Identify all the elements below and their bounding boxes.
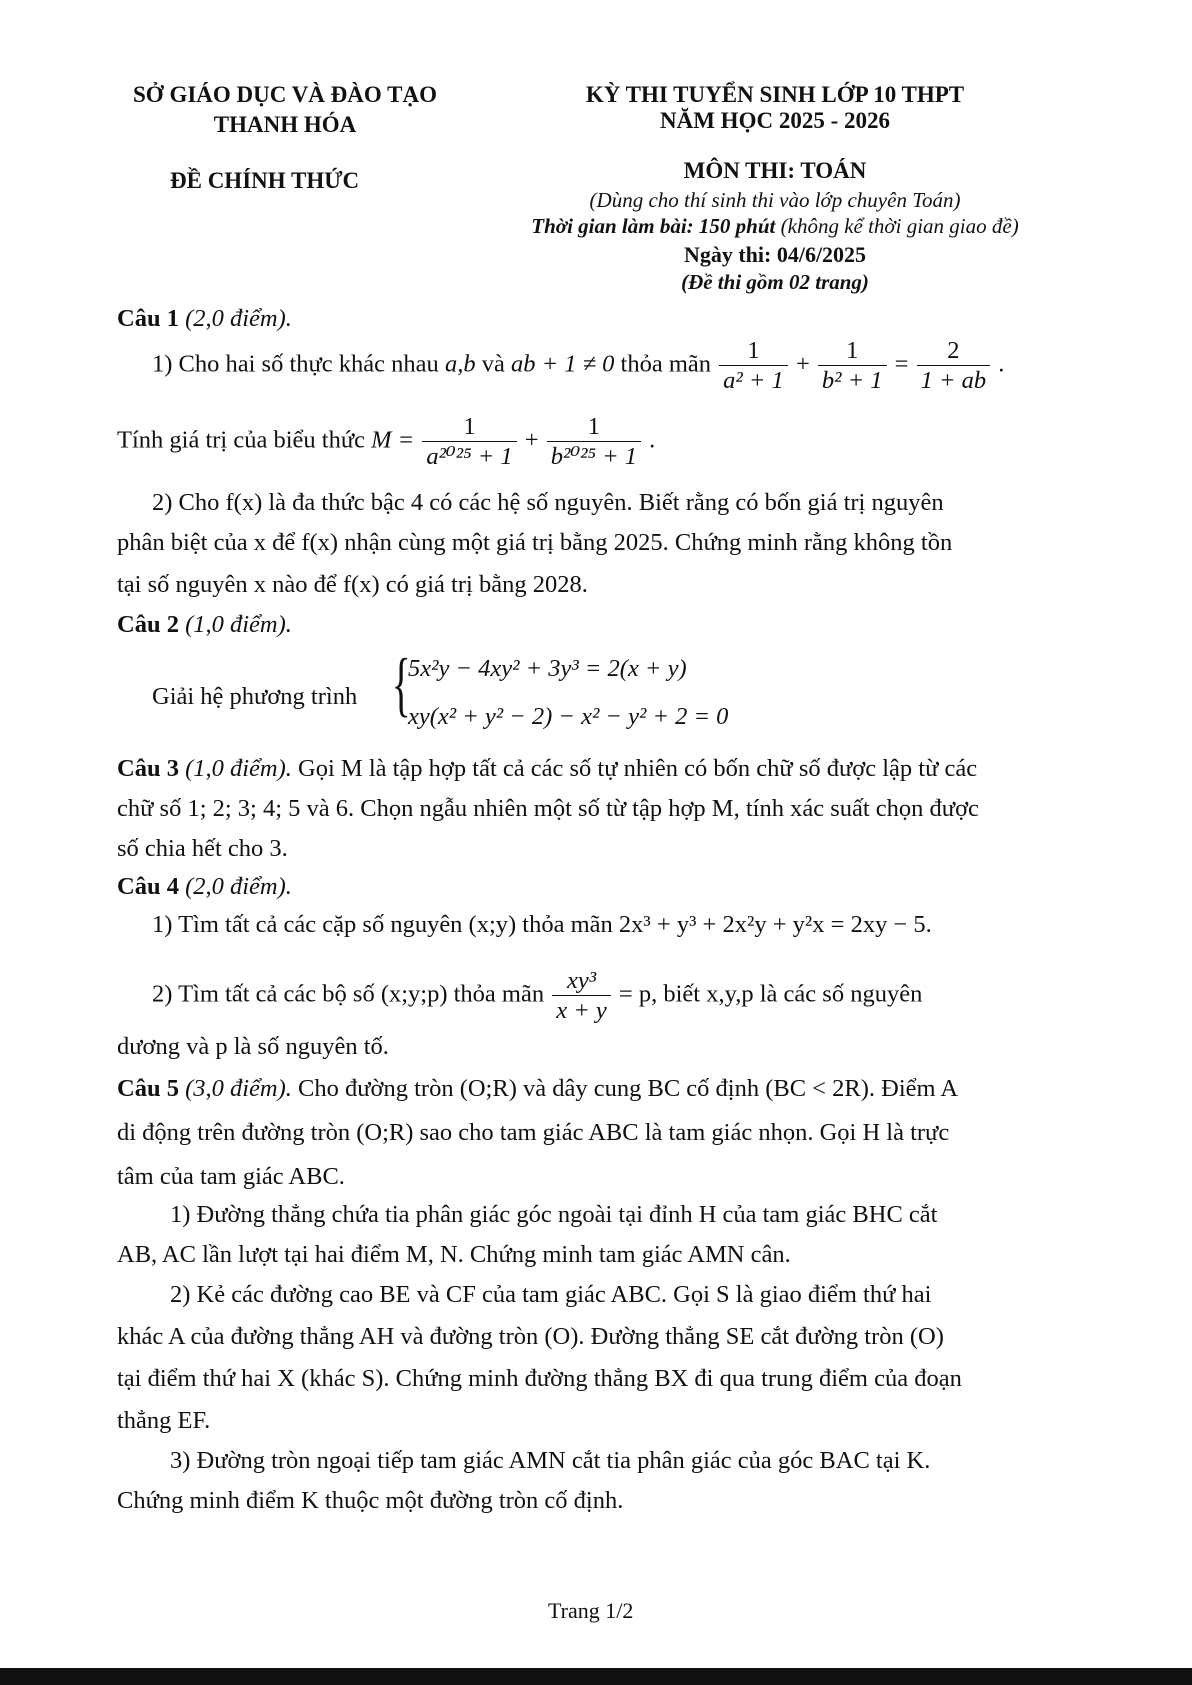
q1-p1-prefix: 1) Cho hai số thực khác nhau [152, 350, 439, 378]
pages-note: (Đề thi gồm 02 trang) [681, 270, 869, 294]
q2-equation-2: xy(x² + y² − 2) − x² − y² + 2 = 0 [408, 703, 729, 730]
q5-title: Câu 5 [117, 1075, 179, 1102]
fraction-2-over-1ab: $\frac{2}{1 + ab}$ [917, 336, 991, 396]
school-year: NĂM HỌC 2025 - 2026 [660, 108, 890, 133]
q5-part3-line1: 3) Đường tròn ngoại tiếp tam giác AMN cắt tia phân giác của góc BAC tại K. [170, 1447, 931, 1474]
q5-part2-line3: tại điểm thứ hai X (khác S). Chứng minh đường thẳng BX đi qua trung điểm của đoạn [117, 1365, 962, 1392]
q5-part2-line1: 2) Kẻ các đường cao BE và CF của tam giác ABC. Gọi S là giao điểm thứ hai [170, 1281, 932, 1308]
fraction-1-over-b2025: $\frac{1}{\text{b²⁰²⁵ + 1}}$ [547, 412, 641, 472]
page-number: Trang 1/2 [548, 1598, 634, 1623]
exam-title: KỲ THI TUYỂN SINH LỚP 10 THPT [585, 82, 965, 107]
fraction-1-over-a2: $\frac{1}{\text{a² + 1}}$ [719, 336, 788, 396]
q4-title: Câu 4 [117, 873, 179, 900]
q5-text-1: Cho đường tròn (O;R) và dây cung BC cố định (BC < 2R). Điểm A [298, 1075, 959, 1102]
q3-text-1: Gọi M là tập hợp tất cả các số tự nhiên có bốn chữ số được lập từ các [298, 755, 978, 782]
fraction-1-over-a2025: $\frac{1}{\text{a²⁰²⁵ + 1}}$ [422, 412, 516, 472]
official-label: ĐỀ CHÍNH THỨC [170, 168, 360, 193]
q2-points: (1,0 điểm). [185, 611, 292, 638]
q4-part2 [152, 966, 922, 1026]
q5-part2-line2: khác A của đường thẳng AH và đường tròn (O). Đường thẳng SE cắt đường tròn (O) [117, 1323, 944, 1350]
q1-title: Câu 1 [117, 305, 179, 332]
q1-part2-line3: tại số nguyên x nào để f(x) có giá trị bằng 2028. [117, 571, 588, 598]
scan-border [0, 1668, 1192, 1685]
time-info [490, 214, 1060, 239]
q5-line1 [117, 1074, 958, 1103]
q1-points: (2,0 điểm). [185, 305, 292, 332]
q4-heading [117, 872, 292, 901]
province-name: THANH HÓA [213, 112, 357, 137]
q1-part2-line2: phân biệt của x để f(x) nhận cùng một giá trị bằng 2025. Chứng minh rằng không tồn [117, 529, 953, 556]
q3-line1 [117, 754, 977, 783]
q5-part1-line2: AB, AC lần lượt tại hai điểm M, N. Chứng minh tam giác AMN cân. [117, 1241, 791, 1268]
q5-line2: di động trên đường tròn (O;R) sao cho tam giác ABC là tam giác nhọn. Gọi H là trực [117, 1119, 950, 1146]
subject-label: MÔN THI: TOÁN [683, 158, 867, 183]
q1-heading [117, 304, 292, 333]
q1-expression-text: Tính giá trị của biểu thức [117, 426, 365, 454]
exam-date: Ngày thi: 04/6/2025 [683, 242, 867, 267]
q1-part2-line1: 2) Cho f(x) là đa thức bậc 4 có các hệ số nguyên. Biết rằng có bốn giá trị nguyên [152, 489, 944, 516]
q5-part1-line1: 1) Đường thẳng chứa tia phân giác góc ngoài tại đỉnh H của tam giác BHC cắt [170, 1201, 938, 1228]
fraction-xy3-over-xy: $\frac{\text{xy³}}{x + y}$ [552, 966, 611, 1026]
q2-title: Câu 2 [117, 611, 179, 638]
q1-expression: Tính giá trị của biểu thức M = $\frac{1}{\text{a²⁰²⁵ + 1}}$ + $\frac{1}{\text{b²⁰²⁵ + 1}}$ . [117, 413, 656, 471]
q5-points: (3,0 điểm). [185, 1075, 292, 1102]
q3-points: (1,0 điểm). [185, 755, 292, 782]
q5-part2-line4: thẳng EF. [117, 1407, 211, 1434]
q4-points: (2,0 điểm). [185, 873, 292, 900]
q2-heading [117, 610, 292, 639]
q4-p2-prefix: 2) Tìm tất cả các bộ số (x;y;p) thỏa mãn [152, 980, 545, 1008]
department-name: SỞ GIÁO DỤC VÀ ĐÀO TẠO [133, 82, 437, 107]
q5-part3-line2: Chứng minh điểm K thuộc một đường tròn cố định. [117, 1487, 624, 1514]
fraction-1-over-b2: $\frac{1}{\text{b² + 1}}$ [818, 336, 887, 396]
q4-part1: 1) Tìm tất cả các cặp số nguyên (x;y) thỏa mãn 2x³ + y³ + 2x²y + y²x = 2xy − 5. [152, 911, 932, 938]
q1-p1-satisfy: thỏa mãn [620, 350, 712, 378]
q5-line3: tâm của tam giác ABC. [117, 1163, 345, 1190]
q3-line3: số chia hết cho 3. [117, 835, 288, 862]
q2-equation-1: 5x²y − 4xy² + 3y³ = 2(x + y) [408, 655, 687, 682]
q4-p2-suffix: = p, biết x,y,p là các số nguyên [618, 980, 923, 1008]
time-label: Thời gian làm bài: 150 phút [531, 214, 776, 238]
q3-title: Câu 3 [117, 755, 179, 782]
q4-part2-line2: dương và p là số nguyên tố. [117, 1033, 389, 1060]
q1-p1-and: và [481, 350, 505, 378]
q1-p1-condition: ab + 1 ≠ 0 [510, 350, 615, 378]
time-note: (không kể thời gian giao đề) [780, 214, 1019, 238]
q3-line2: chữ số 1; 2; 3; 4; 5 và 6. Chọn ngẫu nhiên một số từ tập hợp M, tính xác suất chọn được [117, 795, 979, 822]
system-brace: { [391, 644, 411, 724]
q1-p1-vars: a,b [444, 350, 476, 378]
m-equals: M = [371, 426, 415, 454]
usage-note: (Dùng cho thí sinh thi vào lớp chuyên Toán) [589, 188, 961, 212]
q2-text: Giải hệ phương trình [152, 683, 358, 710]
q1-part1: 1) Cho hai số thực khác nhau a,b và ab + 1 ≠ 0 thỏa mãn $\frac{1}{\text{a² + 1}}$ + $\frac{1}{\text{b² + 1}}$ = $\frac{2}{1 + ab}$ . [152, 337, 1005, 395]
